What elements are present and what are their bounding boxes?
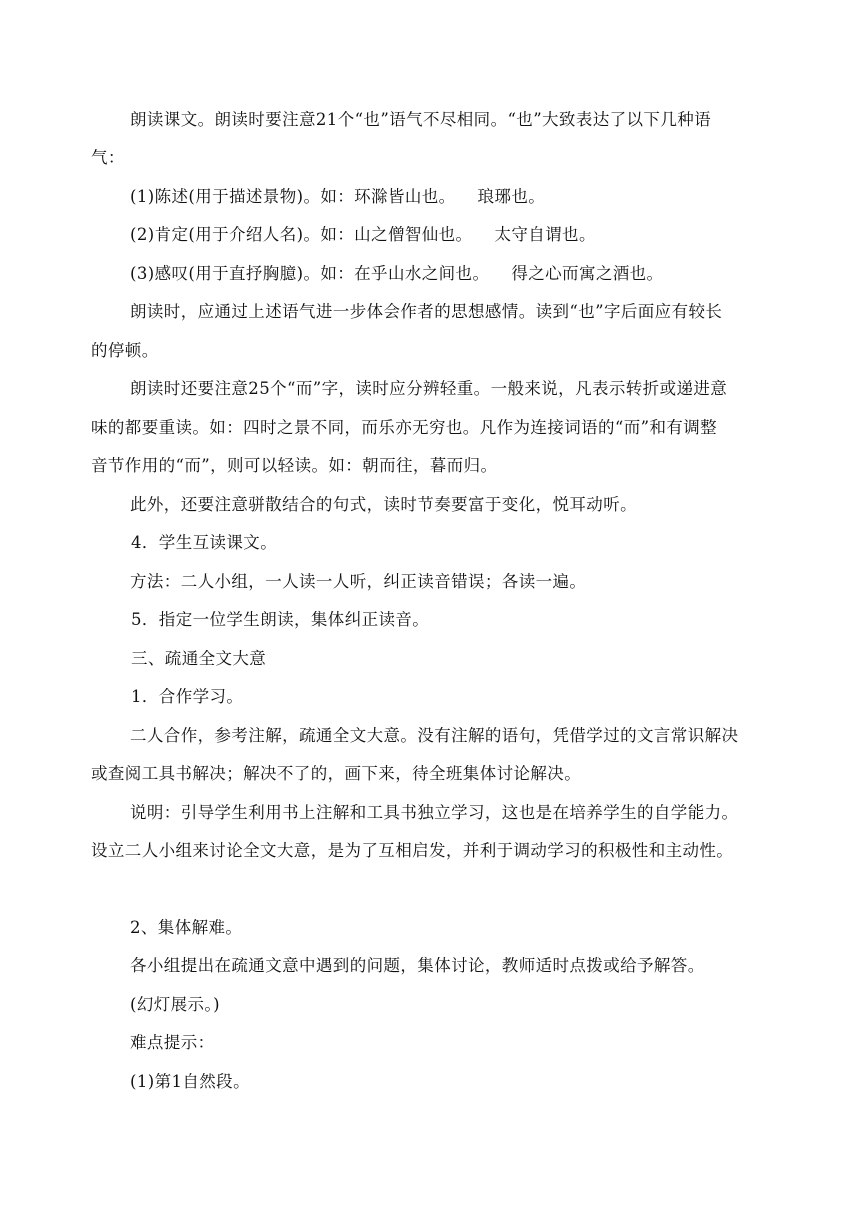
paragraph-line: (幻灯展示。) (130, 995, 220, 1014)
list-item-example: 琅琊也。 (477, 187, 546, 206)
list-item (130, 223, 820, 247)
paragraph-line: 设立二人小组来讨论全文大意，是为了互相启发，并利于调动学习的积极性和主动性。 (91, 841, 734, 860)
paragraph-line: 音节作用的“而”，则可以轻读。如：朝而往，暮而归。 (91, 456, 498, 475)
paragraph-line: 方法：二人小组，一人读一人听，纠正读音错误；各读一遍。 (130, 572, 587, 591)
paragraph-line: 难点提示： (130, 1033, 215, 1052)
paragraph-line: 味的都要重读。如：四时之景不同，而乐亦无穷也。凡作为连接词语的“而”和有调整 (91, 418, 718, 437)
list-item-example: 太守自谓也。 (494, 225, 596, 244)
step-heading: 2、集体解难。 (130, 918, 243, 937)
paragraph-line: 此外，还要注意骈散结合的句式，读时节奏要富于变化，悦耳动听。 (130, 495, 637, 514)
paragraph-line: 二人合作，参考注解，疏通全文大意。没有注解的语句，凭借学过的文言常识解决 (130, 726, 739, 745)
list-item-text: (1)陈述(用于描述景物)。如：环滁皆山也。 (130, 187, 456, 206)
list-item-example: 得之心而寓之酒也。 (511, 264, 664, 283)
paragraph-line: 朗读时还要注意25个“而”字，读时应分辨轻重。一般来说，凡表示转折或递进意 (130, 379, 728, 398)
step-heading: 5．指定一位学生朗读，集体纠正读音。 (131, 610, 430, 629)
paragraph-line: 说明：引导学生利用书上注解和工具书独立学习，这也是在培养学生的自学能力。 (130, 803, 739, 822)
step-heading: 1．合作学习。 (131, 687, 244, 706)
paragraph-line: 各小组提出在疏通文意中遇到的问题，集体讨论，教师适时点拨或给予解答。 (130, 956, 705, 975)
paragraph-line: 气： (91, 148, 125, 167)
paragraph-line: 朗读时，应通过上述语气进一步体会作者的思想感情。读到“也”字后面应有较长 (130, 302, 723, 321)
paragraph-line: 或查阅工具书解决；解决不了的，画下来，待全班集体讨论解决。 (91, 764, 582, 783)
paragraph-line: 朗读课文。朗读时要注意21个“也”语气不尽相同。“也”大致表达了以下几种语 (130, 110, 712, 129)
list-item (130, 262, 820, 286)
list-item: (1)第1自然段。 (130, 1072, 250, 1091)
step-heading: 4．学生互读课文。 (131, 533, 278, 552)
paragraph-line: 的停顿。 (91, 341, 159, 360)
list-item (130, 185, 820, 209)
list-item-text: (3)感叹(用于直抒胸臆)。如：在乎山水之间也。 (130, 264, 490, 283)
section-heading: 三、疏通全文大意 (131, 649, 267, 668)
list-item-text: (2)肯定(用于介绍人名)。如：山之僧智仙也。 (130, 225, 473, 244)
